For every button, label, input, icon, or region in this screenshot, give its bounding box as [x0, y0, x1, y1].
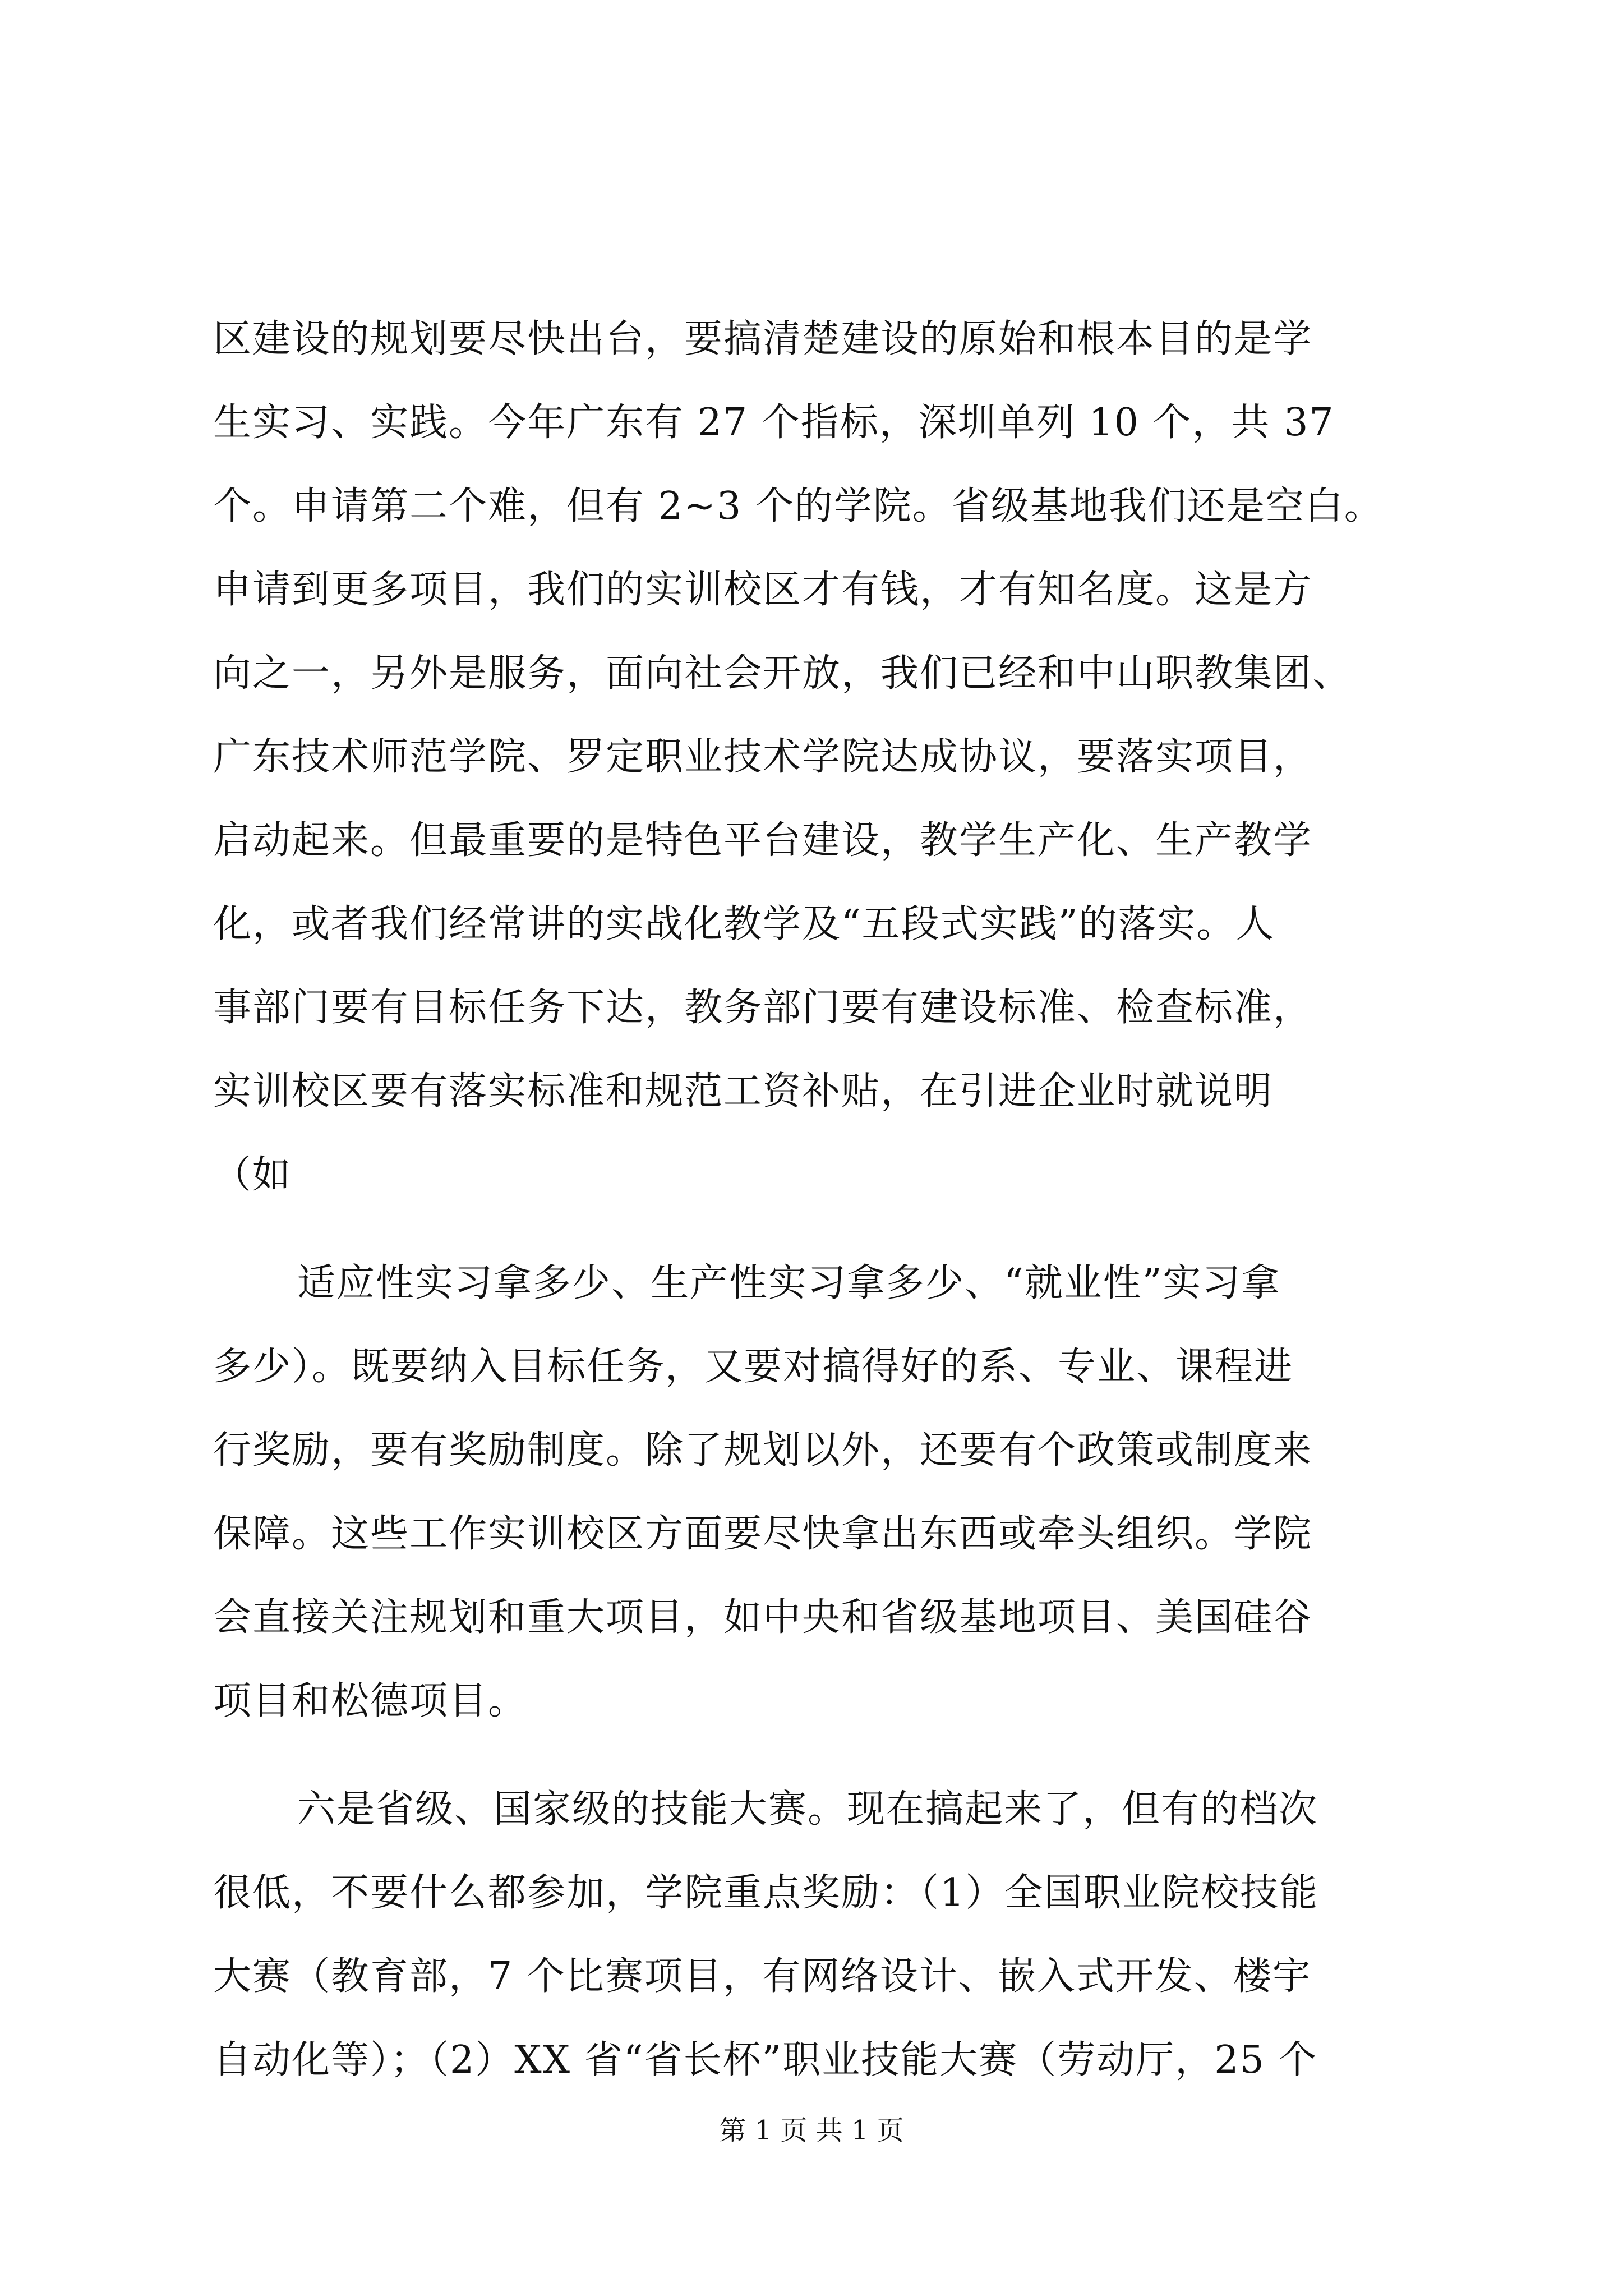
text-line: 化，或者我们经常讲的实战化教学及“五段式实践”的落实。人 — [213, 902, 1275, 946]
text-line: 生实习、实践。今年广东有 27 个指标，深圳单列 10 个，共 37 — [213, 401, 1335, 445]
text-line: 向之一，另外是服务，面向社会开放，我们已经和中山职教集团、 — [213, 651, 1352, 696]
paragraph-2 — [213, 1241, 1430, 1743]
paragraph-1 — [213, 297, 1430, 1217]
text-line: 多少）。既要纳入目标任务，又要对搞得好的系、专业、课程进 — [213, 1345, 1294, 1389]
text-line-first: 六是省级、国家级的技能大赛。现在搞起来了，但有的档次 — [297, 1787, 1318, 1832]
text-line: 个。申请第二个难，但有 2~3 个的学院。省级基地我们还是空白。 — [213, 484, 1384, 528]
text-line: 项目和松德项目。 — [213, 1679, 528, 1723]
text-line: 行奖励，要有奖励制度。除了规划以外，还要有个政策或制度来 — [213, 1428, 1313, 1473]
text-line: 大赛（教育部，7 个比赛项目，有网络设计、嵌入式开发、楼宇 — [213, 1954, 1312, 1999]
text-line: 自动化等）；（2）XX 省“省长杯”职业技能大赛（劳动厅，25 个 — [213, 2038, 1318, 2082]
text-line: 很低，不要什么都参加，学院重点奖励：（1）全国职业院校技能 — [213, 1871, 1319, 1915]
text-line: 申请到更多项目，我们的实训校区才有钱，才有知名度。这是方 — [213, 568, 1313, 612]
page-footer: 第 1 页 共 1 页 — [719, 2115, 904, 2146]
text-line: 实训校区要有落实标准和规范工资补贴，在引进企业时就说明 — [213, 1069, 1274, 1114]
text-line-first: 适应性实习拿多少、生产性实习拿多少、“就业性”实习拿 — [297, 1261, 1281, 1305]
text-line: 会直接关注规划和重大项目，如中央和省级基地项目、美国硅谷 — [213, 1595, 1313, 1640]
text-line: 保障。这些工作实训校区方面要尽快拿出东西或牵头组织。学院 — [213, 1512, 1313, 1556]
text-line: 事部门要有目标任务下达，教务部门要有建设标准、检查标准， — [213, 986, 1313, 1030]
text-line: （如 — [213, 1153, 292, 1197]
paragraph-3 — [213, 1768, 1430, 2102]
text-line: 启动起来。但最重要的是特色平台建设，教学生产化、生产教学 — [213, 818, 1313, 863]
document-body — [213, 297, 1430, 2102]
text-line: 区建设的规划要尽快出台，要搞清楚建设的原始和根本目的是学 — [213, 317, 1313, 361]
text-line: 广东技术师范学院、罗定职业技术学院达成协议，要落实项目， — [213, 735, 1313, 779]
